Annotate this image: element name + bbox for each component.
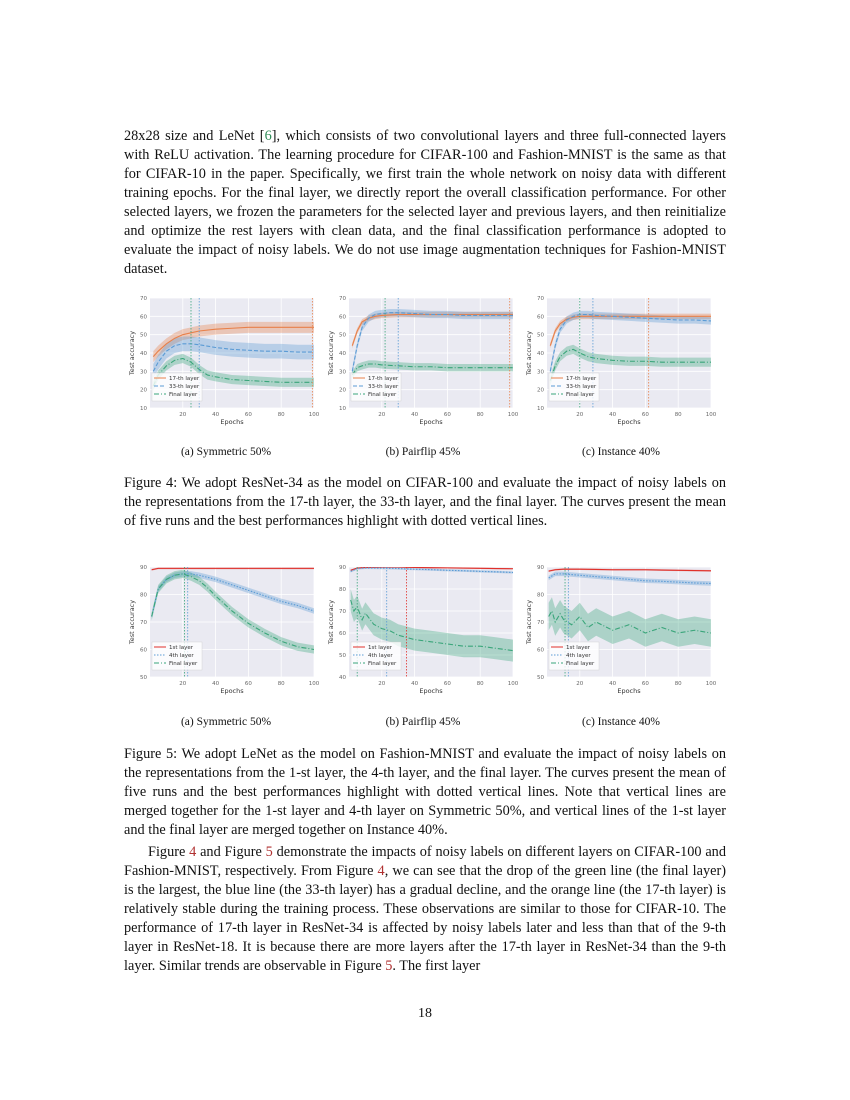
x-tick-label: 80 (476, 681, 484, 687)
y-tick-label: 60 (537, 647, 544, 654)
legend-label: 4th layer (368, 653, 393, 659)
figure5-plot-c (521, 563, 727, 705)
legend-label: Final layer (368, 661, 397, 667)
figure5-plot-b (323, 563, 529, 705)
figure4-plot-b (323, 294, 529, 436)
y-tick-label: 90 (339, 565, 346, 571)
intro-rest: ], which consists of two convolutional layers and three full-connected layers with ReLU activation. The learning procedure for CIFAR-100 and Fashion-MNIST is the same as that for CIFAR-10 in the paper. Specifically, we first train the whole network on noisy data with different training epochs. For the final layer, we directly report the overall classification performance. For other selected layers, we frozen the parameters for the selected layer and previous layers, and then reinitialize and optimize the rest layers with clean data, and the final classification performance is adopted to evaluate the impact of noisy labels. We do not use image augmentation techniques for Fashion-MNIST dataset. (124, 128, 726, 277)
y-axis-label: Test accuracy (128, 599, 136, 645)
body-text-1: Figure (148, 844, 190, 860)
y-tick-label: 80 (339, 587, 346, 593)
y-tick-label: 20 (140, 387, 147, 394)
y-tick-label: 70 (339, 296, 346, 302)
x-tick-label: 20 (378, 681, 386, 687)
x-tick-label: 40 (609, 412, 617, 418)
chart-svg (323, 294, 529, 436)
figure4-link[interactable]: 4 (189, 844, 197, 860)
y-tick-label: 60 (339, 314, 346, 321)
body-text-2: and Figure (196, 844, 266, 860)
figure4-subcaption-a: (a) Symmetric 50% (180, 446, 272, 458)
chart-svg (521, 563, 727, 705)
y-tick-label: 20 (339, 387, 346, 394)
x-tick-label: 20 (576, 681, 584, 687)
y-tick-label: 30 (140, 369, 147, 376)
y-tick-label: 90 (537, 565, 544, 571)
figure4-plot-c (521, 294, 727, 436)
legend-label: Final layer (169, 392, 198, 398)
body-paragraph (124, 843, 726, 976)
y-axis-label: Test accuracy (327, 330, 335, 376)
legend-label: 4th layer (566, 653, 591, 659)
legend-label: Final layer (566, 392, 595, 398)
x-tick-label: 100 (308, 412, 320, 418)
x-tick-label: 80 (674, 412, 682, 418)
body-text-5: . The first layer (392, 958, 481, 974)
y-tick-label: 50 (537, 332, 544, 339)
legend-label: 33-th layer (368, 384, 399, 390)
x-tick-label: 60 (443, 412, 451, 418)
y-axis-label: Test accuracy (525, 330, 533, 376)
x-tick-label: 80 (476, 412, 484, 418)
legend-label: 1st layer (169, 645, 194, 651)
legend-label: 17-th layer (169, 376, 200, 382)
legend-label: 1st layer (566, 645, 591, 651)
legend-label: 17-th layer (368, 376, 399, 382)
y-tick-label: 30 (537, 369, 544, 376)
y-tick-label: 40 (339, 675, 346, 681)
chart-svg (521, 294, 727, 436)
figure4-caption: Figure 4: We adopt ResNet-34 as the model on CIFAR-100 and evaluate the impact of noisy labels on the representations from the 17-th layer, the 33-th layer, and the final layer. The curves present the mean of five runs and the best performances highlight with dotted vertical lines. (124, 475, 726, 529)
x-tick-label: 20 (179, 681, 187, 687)
figure4-plot-a (124, 294, 330, 436)
y-tick-label: 60 (140, 647, 147, 654)
figure5-subcaption-b: (b) Pairflip 45% (385, 716, 461, 728)
y-tick-label: 50 (339, 332, 346, 339)
legend-label: Final layer (566, 661, 595, 667)
y-tick-label: 60 (339, 631, 346, 637)
y-axis-label: Test accuracy (525, 599, 533, 645)
x-axis-label: Epochs (617, 687, 641, 695)
citation-link[interactable]: 6 (264, 128, 272, 144)
y-axis-label: Test accuracy (128, 330, 136, 376)
page-number: 18 (418, 1006, 432, 1021)
figure5-caption: Figure 5: We adopt LeNet as the model on Fashion-MNIST and evaluate the impact of noisy labels on the representations from the 1-st layer, the 4-th layer, and the final layer. The curves present the mean of five runs and the best performances highlight with dotted vertical lines. Note that vertical lines are merged together for the 1-st layer and 4-th layer on Symmetric 50%, and vertical lines of the 1-st layer and the final layer are merged together on Instance 40%. (124, 746, 726, 838)
x-tick-label: 60 (443, 681, 451, 687)
x-tick-label: 60 (244, 681, 252, 687)
legend-label: 1st layer (368, 645, 393, 651)
x-tick-label: 100 (507, 412, 519, 418)
x-tick-label: 80 (674, 681, 682, 687)
y-tick-label: 70 (140, 296, 147, 302)
y-tick-label: 60 (140, 314, 147, 321)
y-tick-label: 20 (537, 387, 544, 394)
y-tick-label: 40 (339, 351, 346, 357)
figure5-subcaption-c: (c) Instance 40% (582, 716, 660, 728)
x-tick-label: 100 (308, 681, 320, 687)
figure4-subcaption-b: (b) Pairflip 45% (385, 446, 461, 458)
y-tick-label: 70 (339, 609, 346, 615)
x-tick-label: 40 (212, 412, 220, 418)
figure5-link[interactable]: 5 (385, 958, 393, 974)
intro-prefix: 28x28 size and LeNet [ (124, 128, 265, 144)
x-tick-label: 40 (411, 681, 419, 687)
x-tick-label: 40 (212, 681, 220, 687)
y-tick-label: 70 (140, 620, 147, 626)
figure4-link[interactable]: 4 (377, 863, 385, 879)
y-tick-label: 70 (537, 620, 544, 626)
legend-label: 17-th layer (566, 376, 597, 382)
y-tick-label: 10 (140, 406, 147, 412)
y-tick-label: 70 (537, 296, 544, 302)
x-axis-label: Epochs (220, 687, 244, 695)
x-axis-label: Epochs (220, 418, 244, 426)
y-tick-label: 50 (140, 675, 147, 681)
x-tick-label: 60 (641, 681, 649, 687)
x-tick-label: 100 (705, 412, 717, 418)
y-tick-label: 60 (537, 314, 544, 321)
x-tick-label: 20 (179, 412, 187, 418)
chart-svg (124, 294, 330, 436)
y-tick-label: 80 (140, 592, 147, 599)
body-text-3: demonstrate the impacts of noisy labels on different layers on CIFAR-100 and Fashion-MNIST, respectively. From Figure (124, 844, 726, 879)
y-tick-label: 80 (537, 592, 544, 599)
y-tick-label: 40 (140, 351, 147, 357)
y-tick-label: 90 (140, 565, 147, 571)
chart-svg (124, 563, 330, 705)
legend-label: 4th layer (169, 653, 194, 659)
figure5-plot-a (124, 563, 330, 705)
legend-label: 33-th layer (169, 384, 200, 390)
y-tick-label: 10 (339, 406, 346, 412)
y-axis-label: Test accuracy (327, 599, 335, 645)
x-axis-label: Epochs (419, 687, 443, 695)
legend-label: Final layer (368, 392, 397, 398)
intro-paragraph (124, 127, 726, 279)
y-tick-label: 10 (537, 406, 544, 412)
y-tick-label: 50 (537, 675, 544, 681)
legend-label: Final layer (169, 661, 198, 667)
x-tick-label: 40 (609, 681, 617, 687)
x-tick-label: 60 (244, 412, 252, 418)
x-tick-label: 80 (277, 681, 285, 687)
legend-label: 33-th layer (566, 384, 597, 390)
x-tick-label: 20 (576, 412, 584, 418)
x-tick-label: 60 (641, 412, 649, 418)
x-axis-label: Epochs (617, 418, 641, 426)
figure4-subcaption-c: (c) Instance 40% (582, 446, 660, 458)
figure5-subcaption-a: (a) Symmetric 50% (180, 716, 272, 728)
x-tick-label: 40 (411, 412, 419, 418)
body-text-4: , we can see that the drop of the green line (the final layer) is the largest, the blue line (the 33-th layer) has a gradual decline, and the orange line (the 17-th layer) is relatively stable during the training process. These observations are similar to those for CIFAR-10. The performance of 17-th layer in ResNet-34 is affected by noisy labels later and less than that of the 9-th layer in ResNet-18. It is because there are more layers after the 17-th layer in ResNet-34 than the 9-th layer. Similar trends are observable in Figure (124, 863, 726, 974)
x-tick-label: 100 (507, 681, 519, 687)
x-axis-label: Epochs (419, 418, 443, 426)
y-tick-label: 40 (537, 351, 544, 357)
chart-svg (323, 563, 529, 705)
y-tick-label: 30 (339, 369, 346, 376)
figure5-link[interactable]: 5 (265, 844, 273, 860)
x-tick-label: 80 (277, 412, 285, 418)
y-tick-label: 50 (140, 332, 147, 339)
y-tick-label: 50 (339, 653, 346, 659)
x-tick-label: 100 (705, 681, 717, 687)
x-tick-label: 20 (378, 412, 386, 418)
